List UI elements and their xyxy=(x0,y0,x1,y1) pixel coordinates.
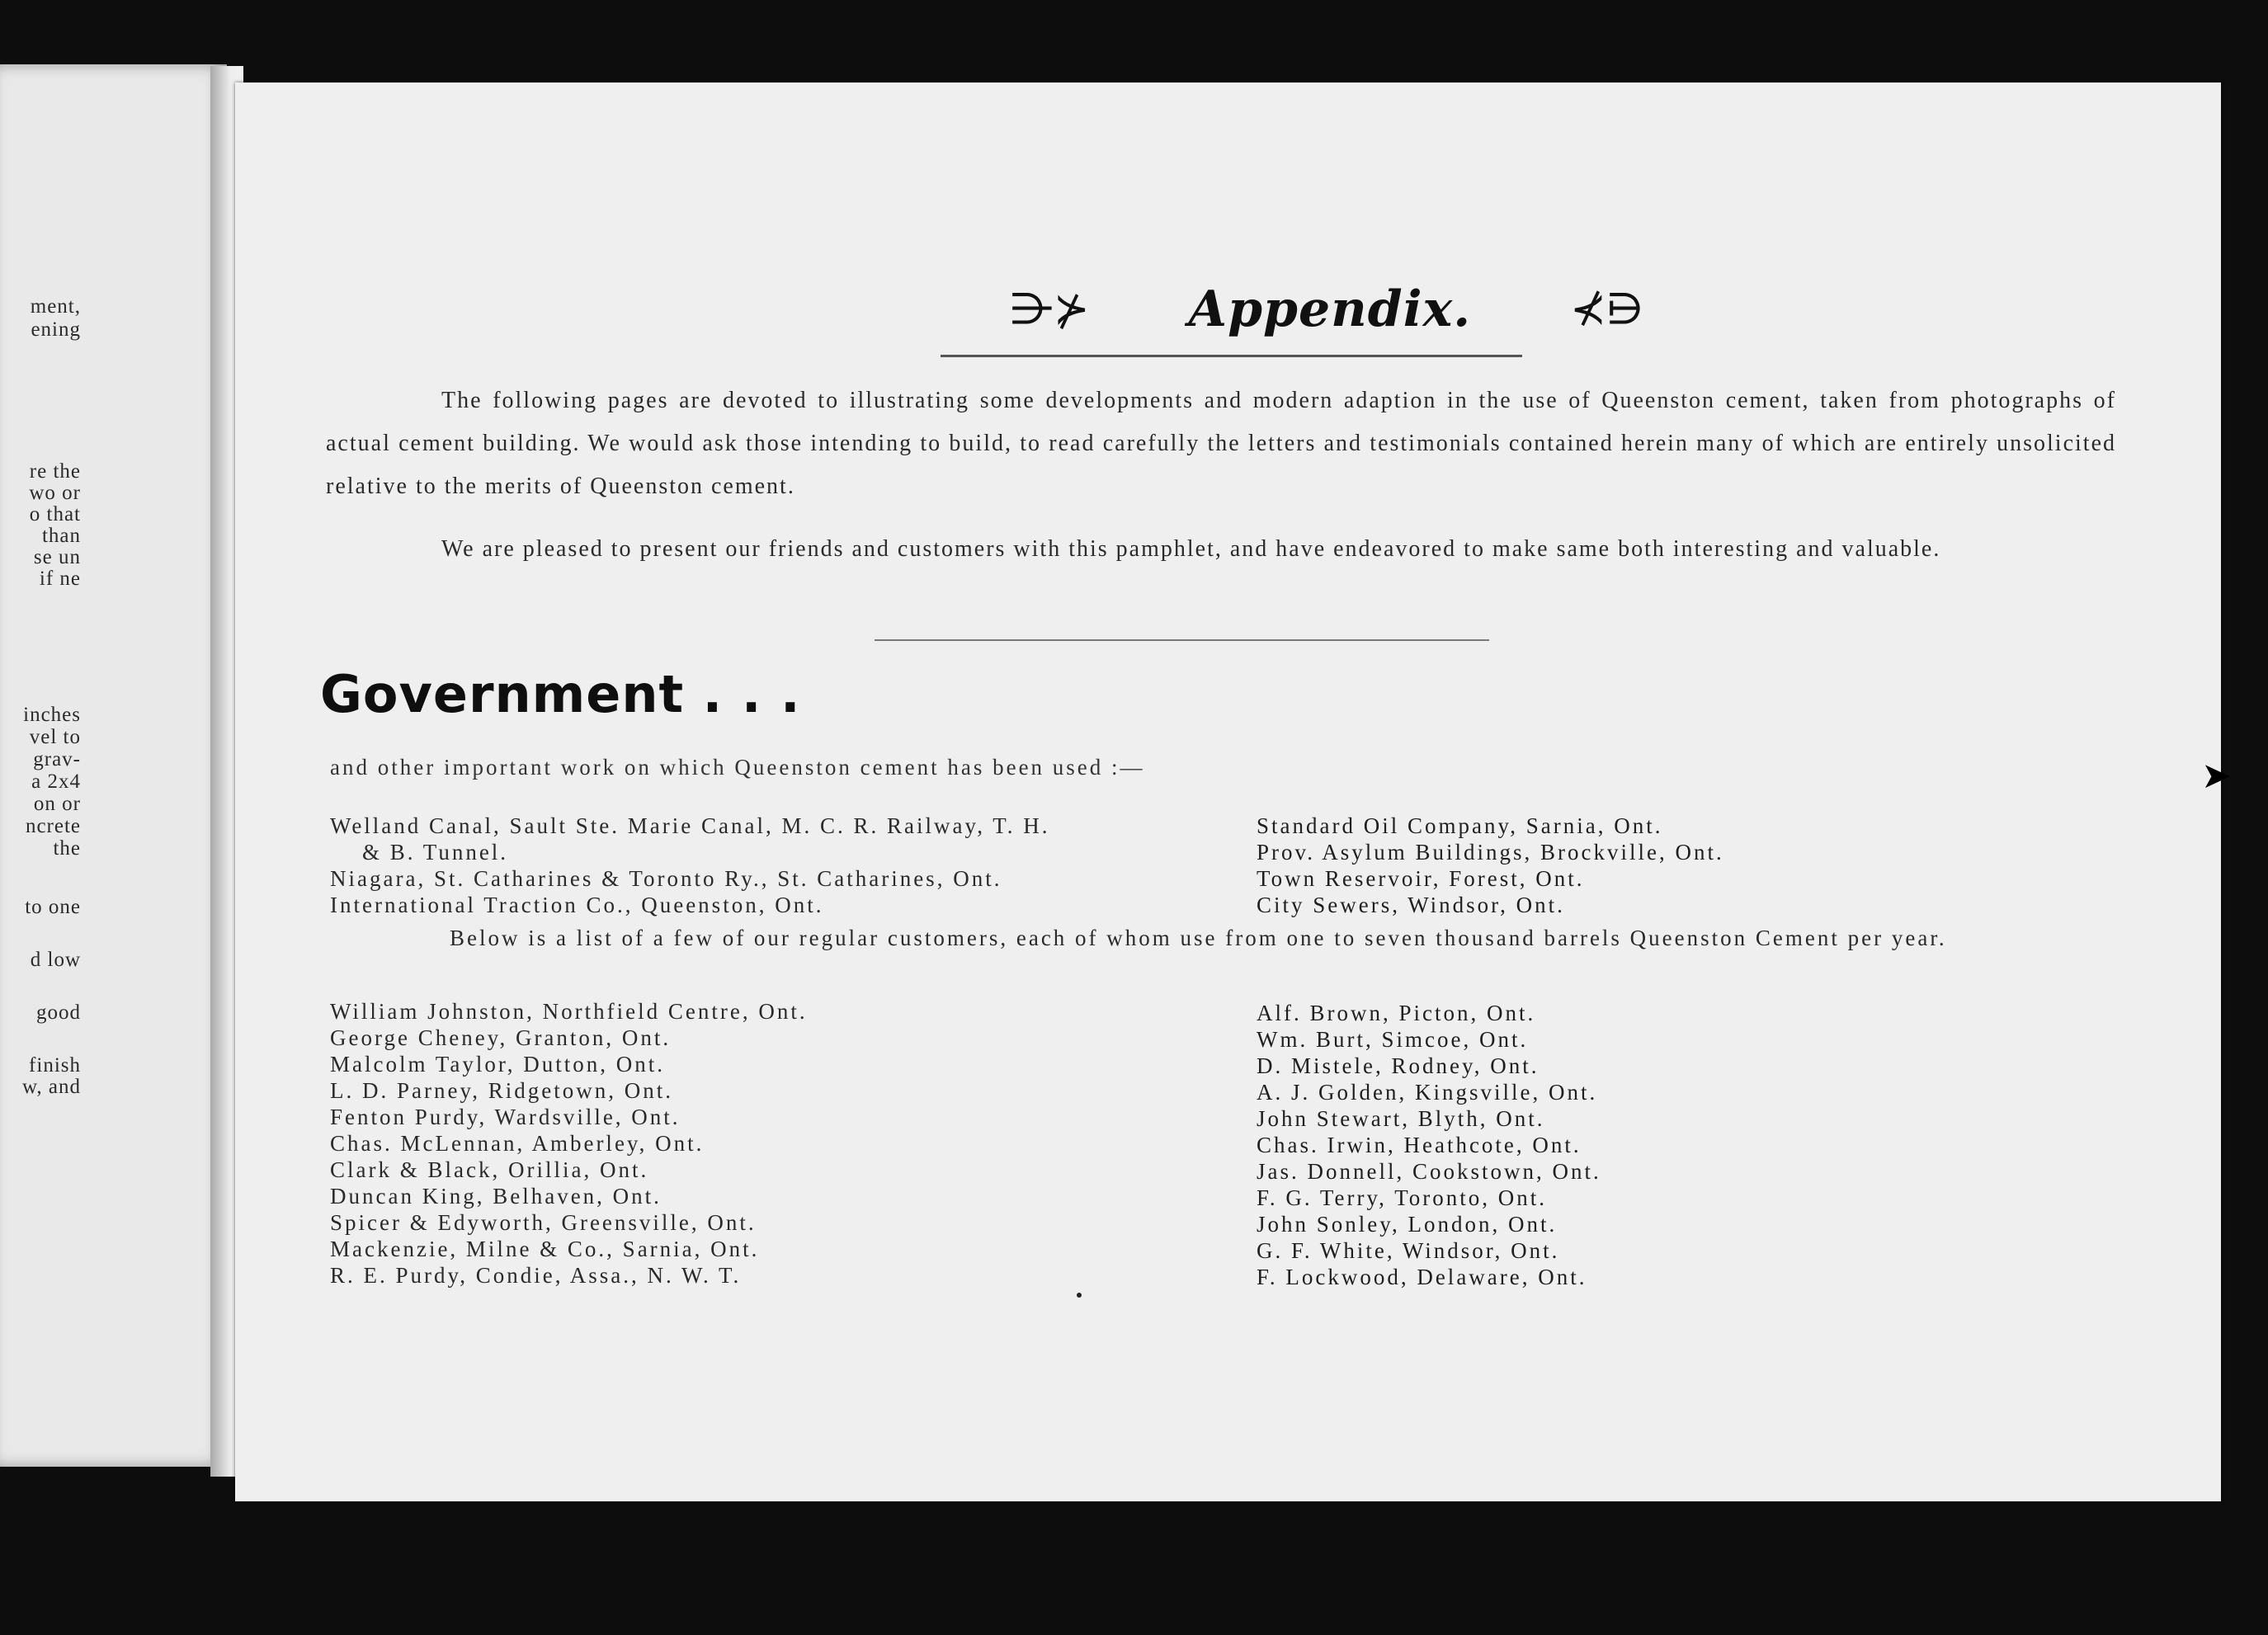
government-item: Standard Oil Company, Sarnia, Ont. xyxy=(1257,813,1663,838)
government-subtitle: and other important work on which Queenston cement has been used :— xyxy=(330,755,1145,780)
customer-item: G. F. White, Windsor, Ont. xyxy=(1257,1238,1560,1263)
left-page-fragment: o that xyxy=(29,503,81,525)
customer-item: Chas. McLennan, Amberley, Ont. xyxy=(330,1131,705,1156)
ornament-right-icon: ⊀⋻ xyxy=(1570,285,1644,334)
left-page-fragment: good xyxy=(36,1001,81,1024)
title-rule xyxy=(941,355,1522,357)
right-page xyxy=(235,82,2221,1501)
government-item: Welland Canal, Sault Ste. Marie Canal, M. C. R. Railway, T. H. xyxy=(330,813,1050,838)
customer-item: D. Mistele, Rodney, Ont. xyxy=(1257,1053,1540,1078)
left-page-fragment: than xyxy=(41,525,81,547)
left-page-fragment: if ne xyxy=(39,568,81,590)
ink-dot xyxy=(1077,1293,1082,1298)
customer-item: Clark & Black, Orillia, Ont. xyxy=(330,1157,649,1182)
customer-item: George Cheney, Granton, Ont. xyxy=(330,1025,672,1050)
appendix-heading xyxy=(235,280,2221,338)
left-page-fragment: inches xyxy=(23,704,81,726)
customer-item: William Johnston, Northfield Centre, Ont. xyxy=(330,999,808,1024)
left-page-fragment: grav- xyxy=(33,748,81,770)
customers-list-right xyxy=(1257,1000,1601,1290)
left-page-fragment: on or xyxy=(33,793,81,815)
government-heading: Government . . . xyxy=(320,664,801,724)
section-divider xyxy=(875,639,1489,641)
government-list-right xyxy=(1257,813,1724,918)
government-item: & B. Tunnel. xyxy=(330,840,509,865)
customer-item: Alf. Brown, Picton, Ont. xyxy=(1257,1001,1536,1025)
customer-item: Malcolm Taylor, Dutton, Ont. xyxy=(330,1052,665,1077)
left-page-fragment: ncrete xyxy=(25,815,81,837)
government-item: Niagara, St. Catharines & Toronto Ry., St. Catharines, Ont. xyxy=(330,866,1002,891)
left-page-fragment: se un xyxy=(33,546,81,568)
customers-intro: Below is a list of a few of our regular customers, each of whom use from one to seven thousand barrels Queenston Cement per year. xyxy=(450,926,1947,950)
intro-paragraph-2: We are pleased to present our friends and customers with this pamphlet, and have endeavored to make same both interesting and valuable. xyxy=(441,536,1941,562)
left-page-fragment: wo or xyxy=(29,482,81,504)
customer-item: L. D. Parney, Ridgetown, Ont. xyxy=(330,1078,673,1103)
intro-paragraph-1: The following pages are devoted to illustrating some developments and modern adaption in the use of Queenston cement, taken from photographs of actual cement building. We would ask those intending to build, to read carefully the letters and testimonials contained herein many of which are entirely unsolicited relative to the merits of Queenston cement. xyxy=(326,388,2116,499)
customer-item: R. E. Purdy, Condie, Assa., N. W. T. xyxy=(330,1263,742,1288)
left-page-fragment: d low xyxy=(30,949,81,971)
customer-item: Mackenzie, Milne & Co., Sarnia, Ont. xyxy=(330,1237,760,1261)
left-page-fragment: a 2x4 xyxy=(31,770,81,793)
left-page-fragment: w, and xyxy=(21,1076,81,1098)
arrow-icon: ➤ xyxy=(2201,755,2232,797)
left-page-fragment: re the xyxy=(29,460,81,483)
government-item: International Traction Co., Queenston, Ont. xyxy=(330,893,824,917)
customer-item: Chas. Irwin, Heathcote, Ont. xyxy=(1257,1133,1582,1157)
left-page-fragment: vel to xyxy=(29,726,81,748)
customer-item: F. G. Terry, Toronto, Ont. xyxy=(1257,1185,1548,1210)
customer-item: Duncan King, Belhaven, Ont. xyxy=(330,1184,662,1209)
ornament-left-icon: ⋺⊁ xyxy=(1010,285,1090,334)
customer-item: Wm. Burt, Simcoe, Ont. xyxy=(1257,1027,1529,1052)
left-page-fragment: ening xyxy=(31,318,81,341)
customers-list-left xyxy=(330,998,808,1289)
government-item: City Sewers, Windsor, Ont. xyxy=(1257,893,1565,917)
customer-item: John Stewart, Blyth, Ont. xyxy=(1257,1106,1545,1131)
customer-item: John Sonley, London, Ont. xyxy=(1257,1212,1558,1237)
page-title: Appendix. xyxy=(1188,280,1472,338)
government-item: Town Reservoir, Forest, Ont. xyxy=(1257,866,1585,891)
customer-item: Fenton Purdy, Wardsville, Ont. xyxy=(330,1105,681,1129)
left-page-fragment: to one xyxy=(25,896,81,918)
left-page xyxy=(0,64,227,1467)
left-page-fragment: ment, xyxy=(30,295,81,318)
government-item: Prov. Asylum Buildings, Brockville, Ont. xyxy=(1257,840,1724,865)
left-page-fragment: finish xyxy=(29,1054,81,1077)
customer-item: Spicer & Edyworth, Greensville, Ont. xyxy=(330,1210,757,1235)
government-list-left xyxy=(330,813,1049,918)
customer-item: A. J. Golden, Kingsville, Ont. xyxy=(1257,1080,1598,1105)
left-page-fragment: the xyxy=(53,837,81,860)
customer-item: F. Lockwood, Delaware, Ont. xyxy=(1257,1265,1587,1289)
customer-item: Jas. Donnell, Cookstown, Ont. xyxy=(1257,1159,1601,1184)
